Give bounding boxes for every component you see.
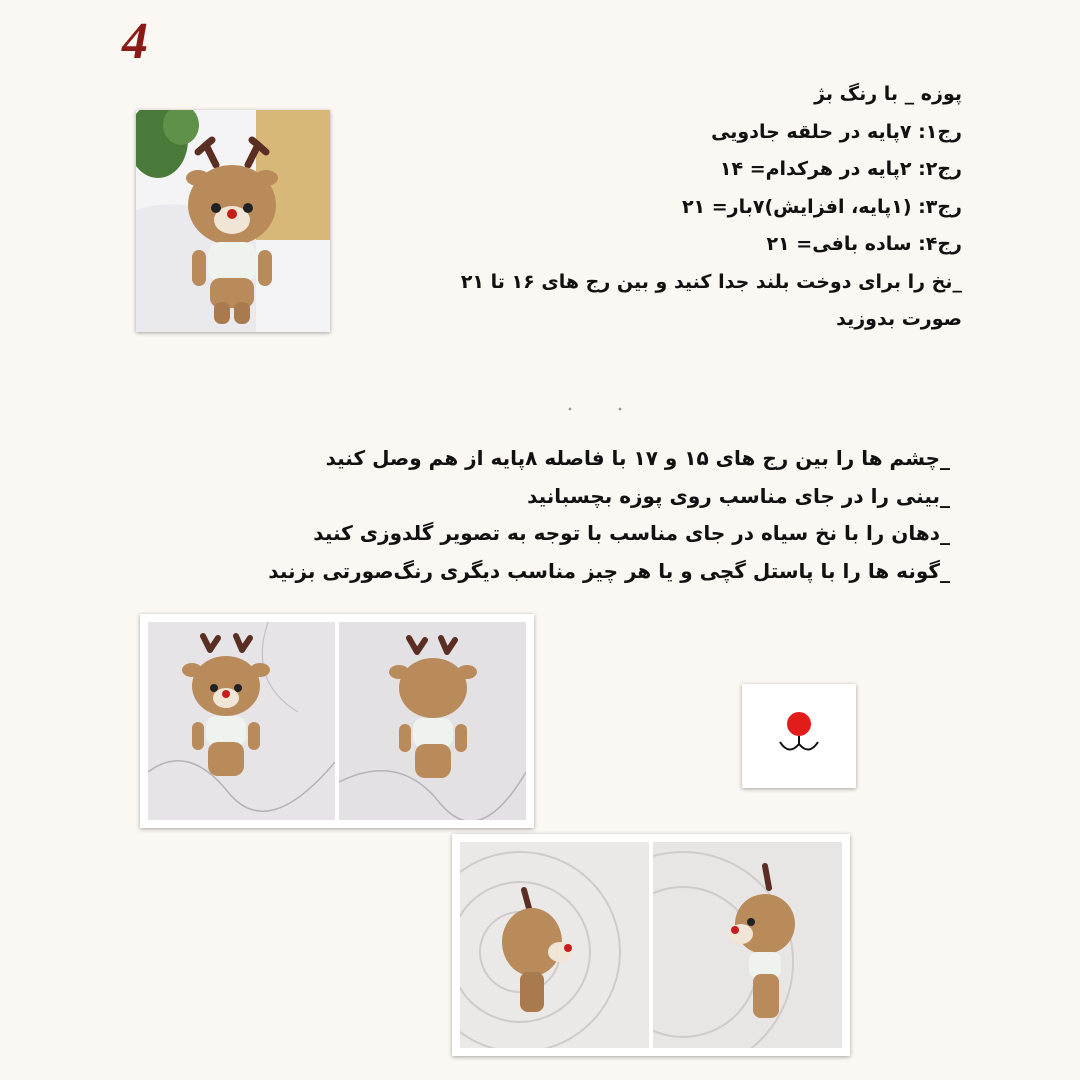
instructions-snout (362, 76, 962, 339)
instruction-line: صورت بدوزید (836, 308, 962, 330)
instruction-line: _نخ را برای دوخت بلند جدا کنید و بین رج های ۱۶ تا ۲۱ (460, 270, 962, 293)
instruction-line: _گونه ها را با پاستل گچی و یا هر چیز مناسب دیگری رنگ‌صورتی بزنید (268, 558, 950, 583)
reindeer-side-photos (452, 834, 850, 1056)
reindeer-side-photo-left (460, 842, 649, 1048)
instructions-face (150, 440, 950, 590)
nose-mouth-diagram (742, 684, 856, 788)
decorative-dots (540, 406, 660, 412)
instruction-line: رج۴: ساده بافی= ۲۱ (766, 233, 962, 255)
instruction-line: رج۲: ۲پایه در هرکدام= ۱۴ (719, 158, 962, 180)
reindeer-back-photo-marble (339, 622, 526, 820)
instruction-line: رج۳: (۱پایه، افزایش)۷بار= ۲۱ (681, 195, 962, 218)
reindeer-front-back-photos (140, 614, 534, 828)
instruction-line: رج۱: ۷پایه در حلقه جادویی (711, 120, 962, 143)
instruction-line: _چشم ها را بین رج های ۱۵ و ۱۷ با فاصله ۸پایه از هم وصل کنید (325, 446, 950, 470)
reindeer-side-photo-right (653, 842, 842, 1048)
reindeer-front-photo-marble (148, 622, 335, 820)
instruction-line: _دهان را با نخ سیاه در جای مناسب با توجه به تصویر گلدوزی کنید (313, 521, 950, 545)
reindeer-front-photo (136, 110, 330, 332)
page-number: 4 (122, 13, 148, 70)
instruction-line: پوزه _ با رنگ بژ (814, 83, 962, 105)
instruction-line: _بینی را در جای مناسب روی پوزه بچسبانید (527, 483, 950, 508)
